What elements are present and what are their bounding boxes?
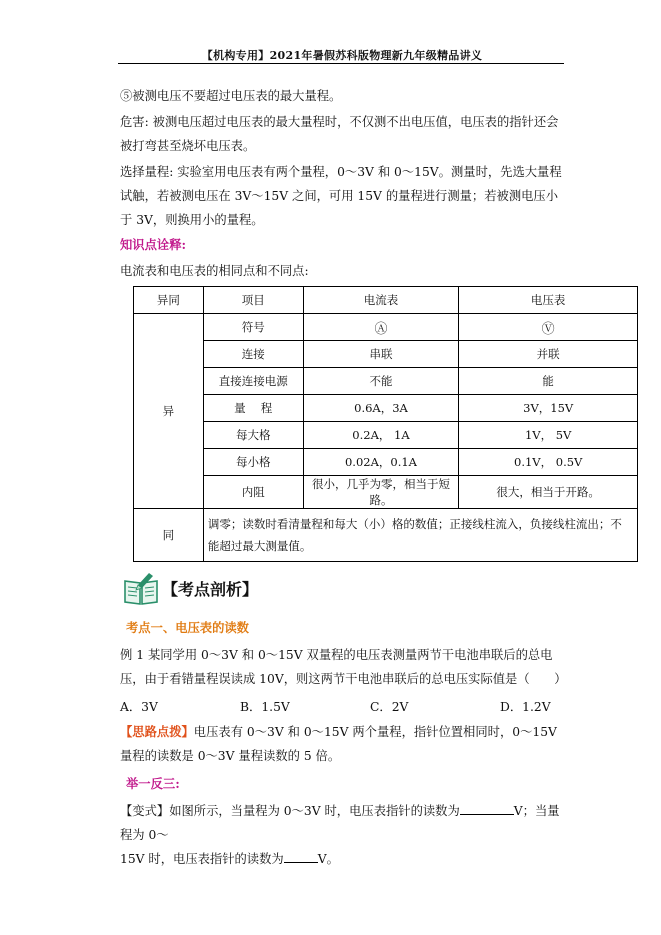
option-b: B．1.5V: [240, 700, 290, 714]
option-d: D．1.2V: [500, 700, 551, 714]
ammeter-cell: 不能: [303, 368, 459, 395]
item-cell: 量 程: [203, 395, 303, 422]
range-select-paragraph: 选择量程: 实验室用电压表有两个量程，0～3V 和 0～15V。测量时，先选大量程试触，若被测电压在 3V～15V 之间，可用 15V 的量程进行测量；若被测电压小于 3V，则换用小的量程。: [120, 165, 562, 227]
danger-paragraph: 危害: 被测电压超过电压表的最大量程时，不仅测不出电压值，电压表的指针还会被打弯甚至烧坏电压表。: [120, 115, 559, 153]
hint-paragraph: [120, 720, 566, 768]
compare-intro: 电流表和电压表的相同点和不同点:: [120, 264, 309, 278]
variant-paragraph: [120, 799, 566, 871]
item-cell: 每大格: [203, 422, 303, 449]
item-cell: 符号: [203, 314, 303, 341]
hint-label: 【思路点拨】: [120, 724, 194, 739]
header-rule: [118, 63, 564, 64]
table-row: [134, 476, 638, 509]
variant-text-a: 【变式】如图所示，当量程为 0～3V 时，电压表指针的读数为: [120, 804, 460, 818]
table-row: [134, 368, 638, 395]
ammeter-cell: 很小，几乎为零，相当于短路。: [303, 476, 459, 509]
item-cell: 内阻: [203, 476, 303, 509]
answer-blank-2[interactable]: [284, 850, 318, 863]
header-cell: 电压表: [459, 287, 638, 314]
ammeter-cell: 0.2A， 1A: [303, 422, 459, 449]
option-c: C．2V: [370, 700, 409, 714]
answer-options: [120, 697, 566, 715]
voltmeter-cell: 3V，15V: [459, 395, 638, 422]
answer-blank-1[interactable]: [460, 802, 514, 815]
voltmeter-symbol: Ⓥ: [459, 314, 638, 341]
ammeter-symbol: Ⓐ: [303, 314, 459, 341]
same-label: 同: [134, 509, 204, 562]
same-text: 调零；读数时看清量程和每大（小）格的数值；正接线柱流入，负接线柱流出；不能超过最大测量值。: [203, 509, 637, 562]
section-title: 【考点剖析】: [162, 579, 259, 599]
table-row: [134, 314, 638, 341]
variant-text-d: V。: [317, 852, 339, 866]
table-row: [134, 449, 638, 476]
item-cell: 连接: [203, 341, 303, 368]
ammeter-cell: 0.02A，0.1A: [303, 449, 459, 476]
page-header: 【机构专用】2021年暑假苏科版物理新九年级精品讲义: [201, 49, 483, 62]
rule-5: ⑤被测电压不要超过电压表的最大量程。: [120, 89, 342, 103]
section-heading: [122, 571, 258, 605]
ammeter-cell: 串联: [303, 341, 459, 368]
ammeter-cell: 0.6A，3A: [303, 395, 459, 422]
voltmeter-cell: 并联: [459, 341, 638, 368]
header-cell: 项目: [203, 287, 303, 314]
table-row: [134, 341, 638, 368]
voltmeter-cell: 很大，相当于开路。: [459, 476, 638, 509]
table-row: [134, 395, 638, 422]
book-pen-icon: [122, 571, 160, 605]
item-cell: 每小格: [203, 449, 303, 476]
table-row: [134, 422, 638, 449]
variant-text-c: 15V 时，电压表指针的读数为: [120, 852, 284, 866]
example-1: 例 1 某同学用 0～3V 和 0～15V 双量程的电压表测量两节干电池串联后的总电压，由于看错量程误读成 10V，则这两节干电池串联后的总电压实际值是（ ）: [120, 648, 567, 686]
voltmeter-cell: 1V， 5V: [459, 422, 638, 449]
diff-label: 异: [134, 314, 204, 509]
option-a: A．3V: [120, 700, 158, 714]
variant-text-b: V；当量程为 0～: [120, 804, 560, 842]
header-cell: 电流表: [303, 287, 459, 314]
comparison-table: [133, 286, 638, 562]
header-cell: 异同: [134, 287, 204, 314]
knowledge-label: 知识点诠释:: [120, 237, 187, 252]
hint-text: 电压表有 0～3V 和 0～15V 两个量程，指针位置相同时，0～15V 量程的读数是 0～3V 量程读数的 5 倍。: [120, 725, 557, 763]
point-title: 考点一、电压表的读数: [126, 620, 249, 635]
voltmeter-cell: 0.1V， 0.5V: [459, 449, 638, 476]
voltmeter-cell: 能: [459, 368, 638, 395]
table-row: [134, 509, 638, 562]
item-cell: 直接连接电源: [203, 368, 303, 395]
table-header-row: [134, 287, 638, 314]
practice-label: 举一反三:: [126, 776, 180, 791]
